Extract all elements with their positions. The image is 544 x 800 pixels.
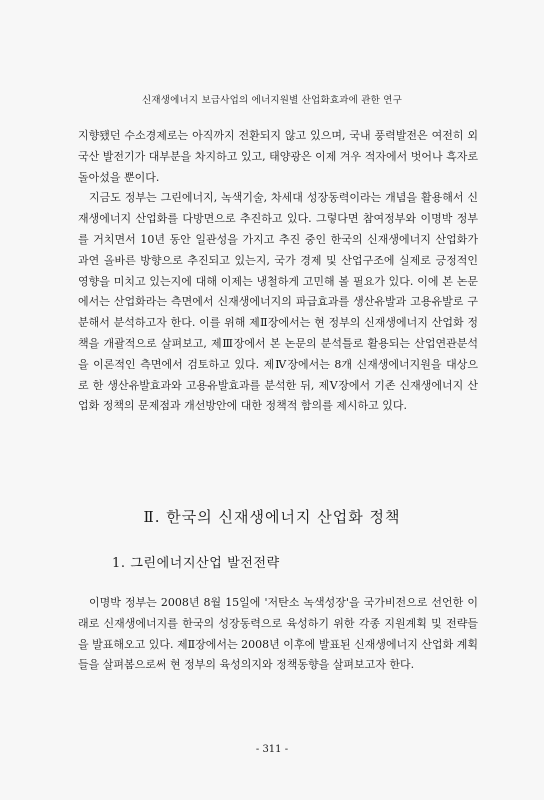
page-number: - 311 - xyxy=(255,744,289,755)
section-heading: Ⅱ. 한국의 신재생에너지 산업화 정책 xyxy=(143,508,401,526)
section-text xyxy=(78,593,478,676)
paragraph: 지향됐던 수소경제로는 아직까지 전환되지 않고 있으며, 국내 풍력발전은 여전히 외국산 발전기가 대부분을 차지하고 있고, 태양광은 이제 겨우 적자에서 벗어나 흑자로 돌아섰을 뿐이다. xyxy=(78,129,478,184)
paragraph: 이명박 정부는 2008년 8월 15일에 '저탄소 녹색성장'을 국가비전으로 선언한 이래로 신재생에너지를 한국의 성장동력으로 육성하기 위한 각종 지원계획 및 전략들을 발표해오고 있다. 제Ⅱ장에서는 2008년 이후에 발표된 신재생에너지 산업화 계획들을 살펴봄으로써 현 정부의 육성의지와 정책동향을 살펴보고자 한다. xyxy=(78,596,478,672)
intro-text xyxy=(78,126,478,417)
paragraph: 지금도 정부는 그린에너지, 녹색기술, 차세대 성장동력이라는 개념을 활용해서 신재생에너지 산업화를 다방면으로 추진하고 있다. 그렇다면 참여정부와 이명박 정부를 거치면서 10년 동안 일관성을 가지고 추진 중인 한국의 신재생에너지 산업화가 과연 올바른 방향으로 추진되고 있는지, 국가 경제 및 산업구조에 실제로 긍정적인 영향을 미치고 있는지에 대해 이제는 냉철하게 고민해 볼 필요가 있다. 이에 본 논문에서는 산업화라는 측면에서 신재생에너지의 파급효과를 생산유발과 고용유발로 구분해서 분석하고자 한다. 이를 위해 제Ⅱ장에서는 현 정부의 신재생에너지 산업화 정책을 개괄적으로 살펴보고, 제Ⅲ장에서 본 논문의 분석틀로 활용되는 산업연관분석을 이론적인 측면에서 검토하고 있다. 제Ⅳ장에서는 8개 신재생에너지원을 대상으로 한 생산유발효과와 고용유발효과를 분석한 뒤, 제Ⅴ장에서 기존 신재생에너지 산업화 정책의 문제점과 개선방안에 대한 정책적 함의를 제시하고 있다. xyxy=(78,191,478,413)
running-header: 신재생에너지 보급사업의 에너지원별 산업화효과에 관한 연구 xyxy=(142,95,402,106)
subsection-heading: 1. 그린에너지산업 발전전략 xyxy=(112,556,280,571)
